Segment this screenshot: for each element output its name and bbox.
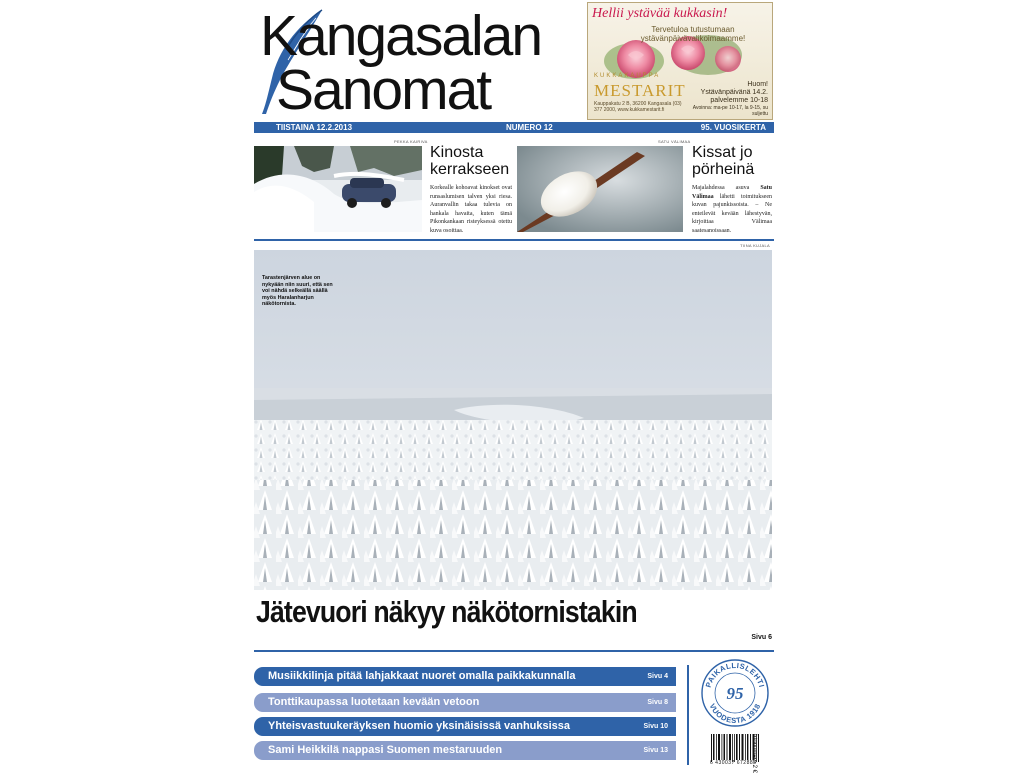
vertical-divider [687,665,689,765]
main-headline[interactable]: Jätevuori näkyy näkötornistakin [256,594,637,629]
teaser-title-1[interactable] [430,144,509,178]
snow-car-image [254,146,422,232]
teaser-title-1-line2: kerrakseen [430,161,510,178]
ad-hours-small: Avoinna: ma-pe 10-17, la 9-15, su suljettu [692,105,768,117]
single-copy-price: Irtonumero 2 € [751,734,757,773]
nav-link-label: Musiikkilinja pitää lahjakkaat nuoret omalla paikkakunnalla [268,670,576,682]
teaser-title-1-line1: Kinosta [430,144,484,161]
flower-shop-ad[interactable] [587,2,773,120]
nav-link-label: Sami Heikkilä nappasi Suomen mestaruuden [268,744,503,756]
ad-brand-small: KUKKAKAUPPA [594,73,661,79]
masthead-title-line1: Kangasalan [260,4,542,68]
teaser-body-2 [692,184,772,236]
issue-info-bar [254,122,774,133]
anniversary-badge-icon [700,658,770,728]
divider [254,239,774,241]
main-photo[interactable] [254,250,772,590]
badge-text-top: PAIKALLISLEHTI [703,660,767,689]
teaser-title-2-line2: pörheinä [692,161,755,178]
ad-brand: MESTARIT [594,81,686,100]
teaser-body-2-pre: Majalahdessa asuva [692,185,761,191]
teaser-title-2[interactable] [692,144,754,178]
teaser-row [254,138,774,238]
ad-hours [688,81,768,117]
ad-hours-title: Huom! [747,81,768,88]
issue-date: TIISTAINA 12.2.2013 [276,123,353,132]
teaser-body-2-post: lähetti toimitukseen kuvan pajunkissoista. – Ne enteilevät kevään lähestyvän, kirjoittaa Välimaa saatesanoissaan. [692,193,772,234]
nav-link-page: Sivu 10 [643,723,668,730]
divider [254,650,774,652]
volume: 95. VUOSIKERTA [700,123,766,132]
barcode-number: 6 430037 672883 [710,760,757,766]
photo-credit: TIINA KUJALA [740,243,770,248]
issue-number: NUMERO 12 [506,123,553,132]
ad-address: Kauppakatu 2 B, 36200 Kangasala (03) 377 2000, www.kukkamestarit.fi [594,101,682,113]
badge-number: 95 [726,684,744,703]
nav-link-musiikkilinja[interactable] [254,667,676,686]
teaser-body-2-name: Satu Välimaa [692,185,772,200]
ad-headline: Hellii ystävää kukkasin! [592,6,728,21]
nav-link-heikkila[interactable] [254,741,676,760]
nav-link-page: Sivu 8 [647,699,668,706]
ad-hours-text: Ystävänpäivänä 14.2. palvelemme 10-18 [700,89,768,104]
badge-text-bottom: VUODESTA 1918 [707,702,763,726]
ad-subtitle: Tervetuloa tutustumaan ystävänpäivävalikoimaamme! [640,25,746,43]
front-page [254,0,774,773]
nav-link-label: Yhteisvastuukeräyksen huomio yksinäisissä vanhuksissa [268,720,571,732]
teaser-image-snow-car[interactable] [254,146,422,232]
nav-link-yhteisvastuu[interactable] [254,717,676,736]
masthead [254,2,584,120]
photo-caption: Tarastenjärven alue on nykyään niin suuri, että sen voi nähdä selkeällä säällä myös Haralanharjun näkötornista. [262,275,333,308]
nav-link-tonttikauppa[interactable] [254,693,676,712]
pussy-willow-image [517,146,683,232]
nav-link-page: Sivu 4 [647,673,668,680]
masthead-title-line2: Sanomat [276,58,491,122]
teaser-image-pussy-willow[interactable] [517,146,683,232]
nav-link-page: Sivu 13 [643,747,668,754]
teaser-title-2-line1: Kissat jo [692,144,753,161]
main-page-ref: Sivu 6 [751,634,772,641]
svg-text:VUODESTA 1918 [708,702,763,725]
nav-link-label: Tonttikaupassa luotetaan kevään vetoon [268,696,480,708]
teaser-body-1: Korkealle kohoavat kinokset ovat runsaslumisen talven yksi riesa. Auranvallin takaa tulevia on hankala havaita, kuten tämä Pikonkankaan risteyksessä otettu kuva osoittaa. [430,185,512,234]
photo-credit: SATU VÄLIMAA [658,139,691,144]
photo-credit: PEKKA KAIRIVA [394,139,428,144]
